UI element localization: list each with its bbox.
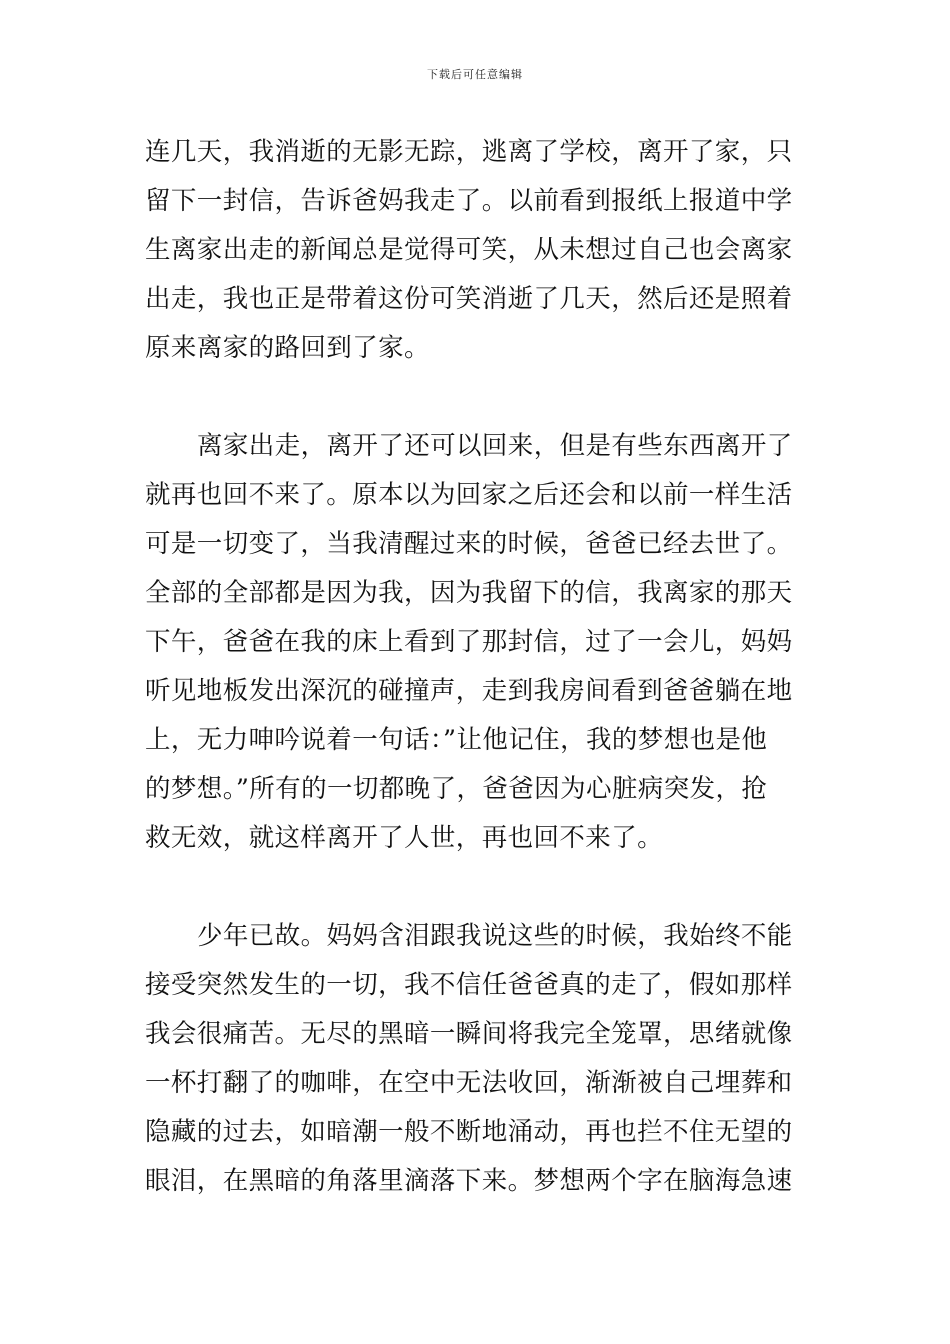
text-line: 眼泪，在黑暗的角落里滴落下来。梦想两个字在脑海急速 <box>145 1166 793 1196</box>
text-line: 接受突然发生的一切，我不信任爸爸真的走了，假如那样 <box>145 970 793 1000</box>
text-line: 上，无力呻吟说着一句话：”让他记住，我的梦想也是他 <box>145 725 768 755</box>
paragraph-2 <box>145 422 810 863</box>
text-line: 连几天，我消逝的无影无踪，逃离了学校，离开了家，只 <box>145 137 793 167</box>
text-line: 留下一封信，告诉爸妈我走了。以前看到报纸上报道中学 <box>145 186 793 216</box>
text-line: 救无效，就这样离开了人世，再也回不来了。 <box>145 823 664 853</box>
text-line: 出走，我也正是带着这份可笑消逝了几天，然后还是照着 <box>145 284 793 314</box>
text-line: 生离家出走的新闻总是觉得可笑，从未想过自己也会离家 <box>145 235 793 265</box>
paragraph-1 <box>145 128 810 373</box>
paragraph-3 <box>145 912 810 1206</box>
text-line: 隐藏的过去，如暗潮一般不断地涌动，再也拦不住无望的 <box>145 1117 793 1147</box>
text-line: 我会很痛苦。无尽的黑暗一瞬间将我完全笼罩，思绪就像 <box>145 1019 793 1049</box>
text-line: 离家出走，离开了还可以回来，但是有些东西离开了 <box>197 431 793 461</box>
paragraph-gap <box>145 373 810 422</box>
text-line: 的梦想。”所有的一切都晚了，爸爸因为心脏病突发，抢 <box>145 774 768 804</box>
text-line: 听见地板发出深沉的碰撞声，走到我房间看到爸爸躺在地 <box>145 676 793 706</box>
text-line: 原来离家的路回到了家。 <box>145 333 430 363</box>
text-line: 就再也回不来了。原本以为回家之后还会和以前一样生活 <box>145 480 793 510</box>
text-line: 可是一切变了，当我清醒过来的时候，爸爸已经去世了。 <box>145 529 793 559</box>
text-line: 少年已故。妈妈含泪跟我说这些的时候，我始终不能 <box>197 921 793 951</box>
text-line: 全部的全部都是因为我，因为我留下的信，我离家的那天 <box>145 578 793 608</box>
text-line: 一杯打翻了的咖啡，在空中无法收回，渐渐被自己埋葬和 <box>145 1068 793 1098</box>
paragraph-gap <box>145 863 810 912</box>
page-header: 下载后可任意编辑 <box>427 68 523 81</box>
text-line: 下午，爸爸在我的床上看到了那封信，过了一会儿，妈妈 <box>145 627 793 657</box>
document-body <box>145 128 810 1206</box>
